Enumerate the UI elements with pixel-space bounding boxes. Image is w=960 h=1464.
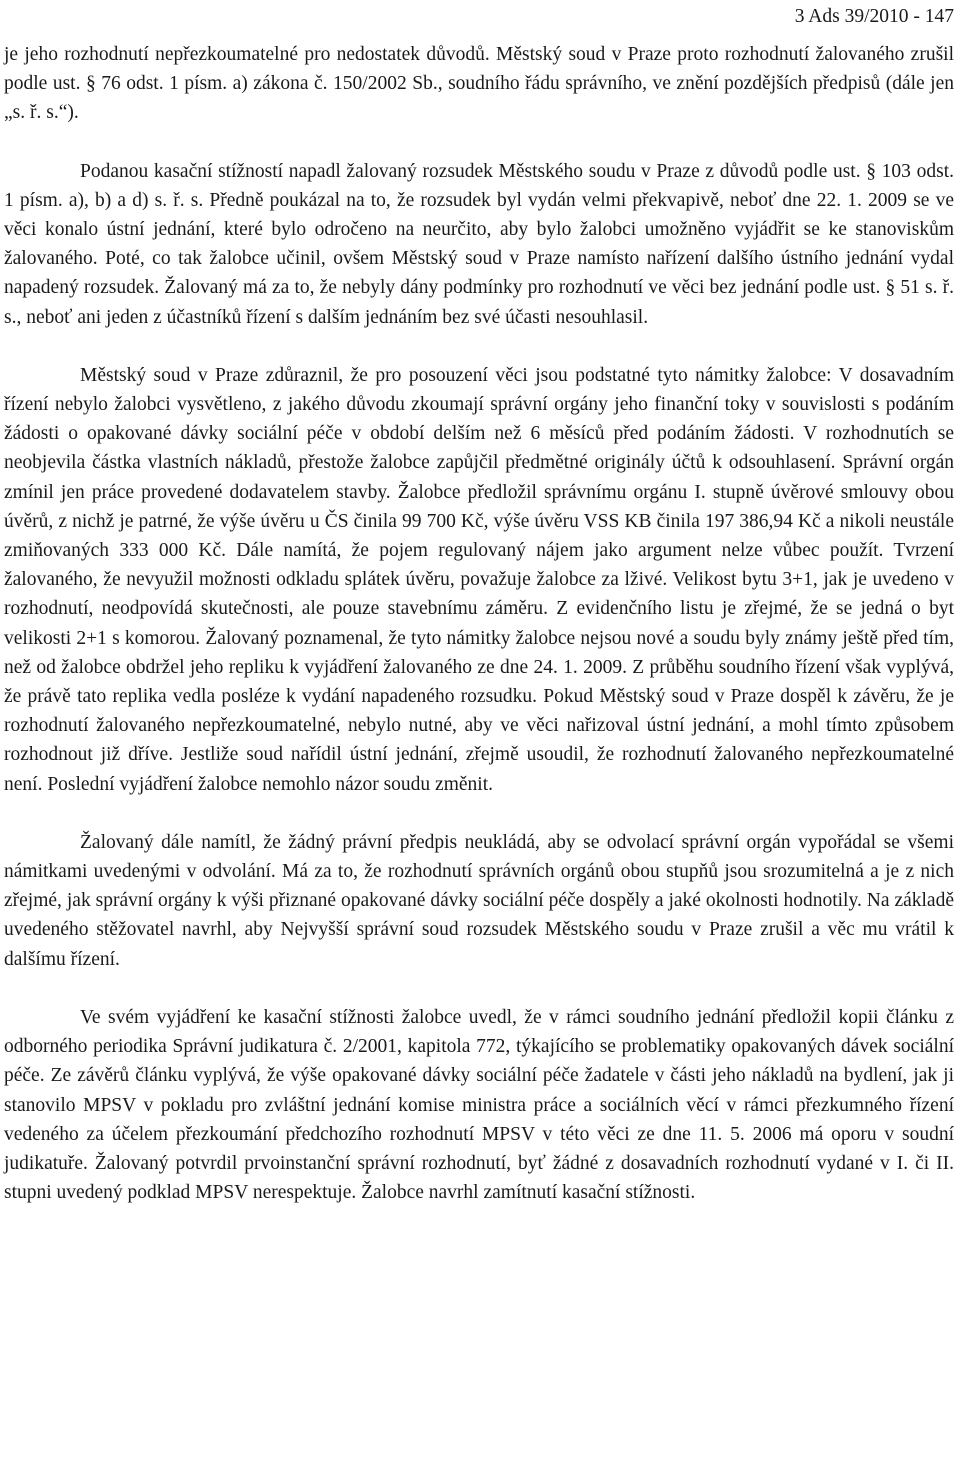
paragraph-defendant-objection: Žalovaný dále namítl, že žádný právní předpis neukládá, aby se odvolací správní orgán vypořádal se všemi námitkami uvedenými v odvolání. Má za to, že rozhodnutí správních orgánů obou stupňů jsou srozumitelná a je z nich zřejmé, jak správní orgány k výši přiznané opakované dávky sociální péče dospěly a jaké okolnosti hodnotily. Na základě uvedeného stěžovatel navrhl, aby Nejvyšší správní soud rozsudek Městského soudu v Praze zrušil a věc mu vrátil k dalšímu řízení. bbox=[4, 831, 954, 970]
paragraph-plaintiff-statement: Ve svém vyjádření ke kasační stížnosti žalobce uvedl, že v rámci soudního jednání předložil kopii článku z odborného periodika Správní judikatura č. 2/2001, kapitola 772, týkajícího se problematiky opakovaných dávek sociální péče. Ze závěrů článku vyplývá, že výše opakované dávky sociální péče žadatele v části jeho nákladů na bydlení, jak ji stanovilo MPSV v pokladu pro zvláštní jednání komise ministra práce a sociálních věcí v rámci přezkumného řízení vedeného za účelem přezkoumání předchozího rozhodnutí MPSV v této věci ze dne 11. 5. 2006 má oporu v soudní judikatuře. Žalovaný potvrdil prvoinstanční správní rozhodnutí, byť žádné z dosavadních rozhodnutí vydané v I. či II. stupni uvedený podklad MPSV nerespektuje. Žalobce navrhl zamítnutí kasační stížnosti. bbox=[4, 1006, 954, 1204]
paragraph-continuation: je jeho rozhodnutí nepřezkoumatelné pro nedostatek důvodů. Městský soud v Praze proto rozhodnutí žalovaného zrušil podle ust. § 76 odst. 1 písm. a) zákona č. 150/2002 Sb., soudního řádu správního, ve znění pozdějších předpisů (dále jen „s. ř. s.“). bbox=[4, 44, 954, 124]
paragraph-municipal-court: Městský soud v Praze zdůraznil, že pro posouzení věci jsou podstatné tyto námitky žalobce: V dosavadním řízení nebylo žalobci vysvětleno, z jakého důvodu zkoumají správní orgány jeho finanční toky v souvislosti s podáním žádosti o opakované dávky sociální péče v období delším než 6 měsíců před podáním žádosti. V rozhodnutích se neobjevila částka vlastních nákladů, přestože žalobce zapůjčil předmětné originály účtů k odsouhlasení. Správní orgán zmínil jen práce provedené dodavatelem stavby. Žalobce předložil správnímu orgánu I. stupně úvěrové smlouvy obou úvěrů, z nichž je patrné, že výše úvěru u ČS činila 99 700 Kč, výše úvěru VSS KB činila 197 386,94 Kč a nikoli neustále zmiňovaných 333 000 Kč. Dále namítá, že pojem regulovaný nájem jako argument nelze vůbec použít. Tvrzení žalovaného, že nevyužil možnosti odkladu splátek úvěru, považuje žalobce za lživé. Velikost bytu 3+1, jak je uvedeno v rozhodnutí, neodpovídá skutečnosti, ale pouze stavebnímu záměru. Z evidenčního listu je zřejmé, že se jedná o byt velikosti 2+1 s komorou. Žalovaný poznamenal, že tyto námitky žalobce nejsou nové a soudu byly známy ještě před tím, než od žalobce obdržel jeho repliku k vyjádření žalovaného ze dne 24. 1. 2009. Z průběhu soudního řízení však vyplývá, že právě tato replika vedla posléze k vydání napadeného rozsudku. Pokud Městský soud v Praze dospěl k závěru, že je rozhodnutí žalovaného nepřezkoumatelné, nebylo nutné, aby ve věci nařizoval ústní jednání, a mohl tímto způsobem rozhodnout již dříve. Jestliže soud nařídil ústní jednání, zřejmě usoudil, že rozhodnutí žalovaného nepřezkoumatelné není. Poslední vyjádření žalobce nemohlo názor soudu změnit. bbox=[4, 364, 954, 795]
paragraph-cassation-complaint: Podanou kasační stížností napadl žalovaný rozsudek Městského soudu v Praze z důvodů podle ust. § 103 odst. 1 písm. a), b) a d) s. ř. s. Předně poukázal na to, že rozsudek byl vydán velmi překvapivě, neboť dne 22. 1. 2009 se ve věci konalo ústní jednání, které bylo odročeno na neurčito, aby bylo žalobci umožněno vyjádřit se ke stanoviskům žalovaného. Poté, co tak žalobce učinil, ovšem Městský soud v Praze namísto nařízení dalšího ústního jednání vydal napadený rozsudek. Žalovaný má za to, že nebyly dány podmínky pro rozhodnutí ve věci bez jednání podle ust. § 51 s. ř. s., neboť ani jeden z účastníků řízení s dalším jednáním bez své účasti nesouhlasil. bbox=[4, 160, 954, 328]
page-reference: 3 Ads 39/2010 - 147 bbox=[794, 6, 954, 27]
document-body bbox=[4, 40, 954, 1207]
